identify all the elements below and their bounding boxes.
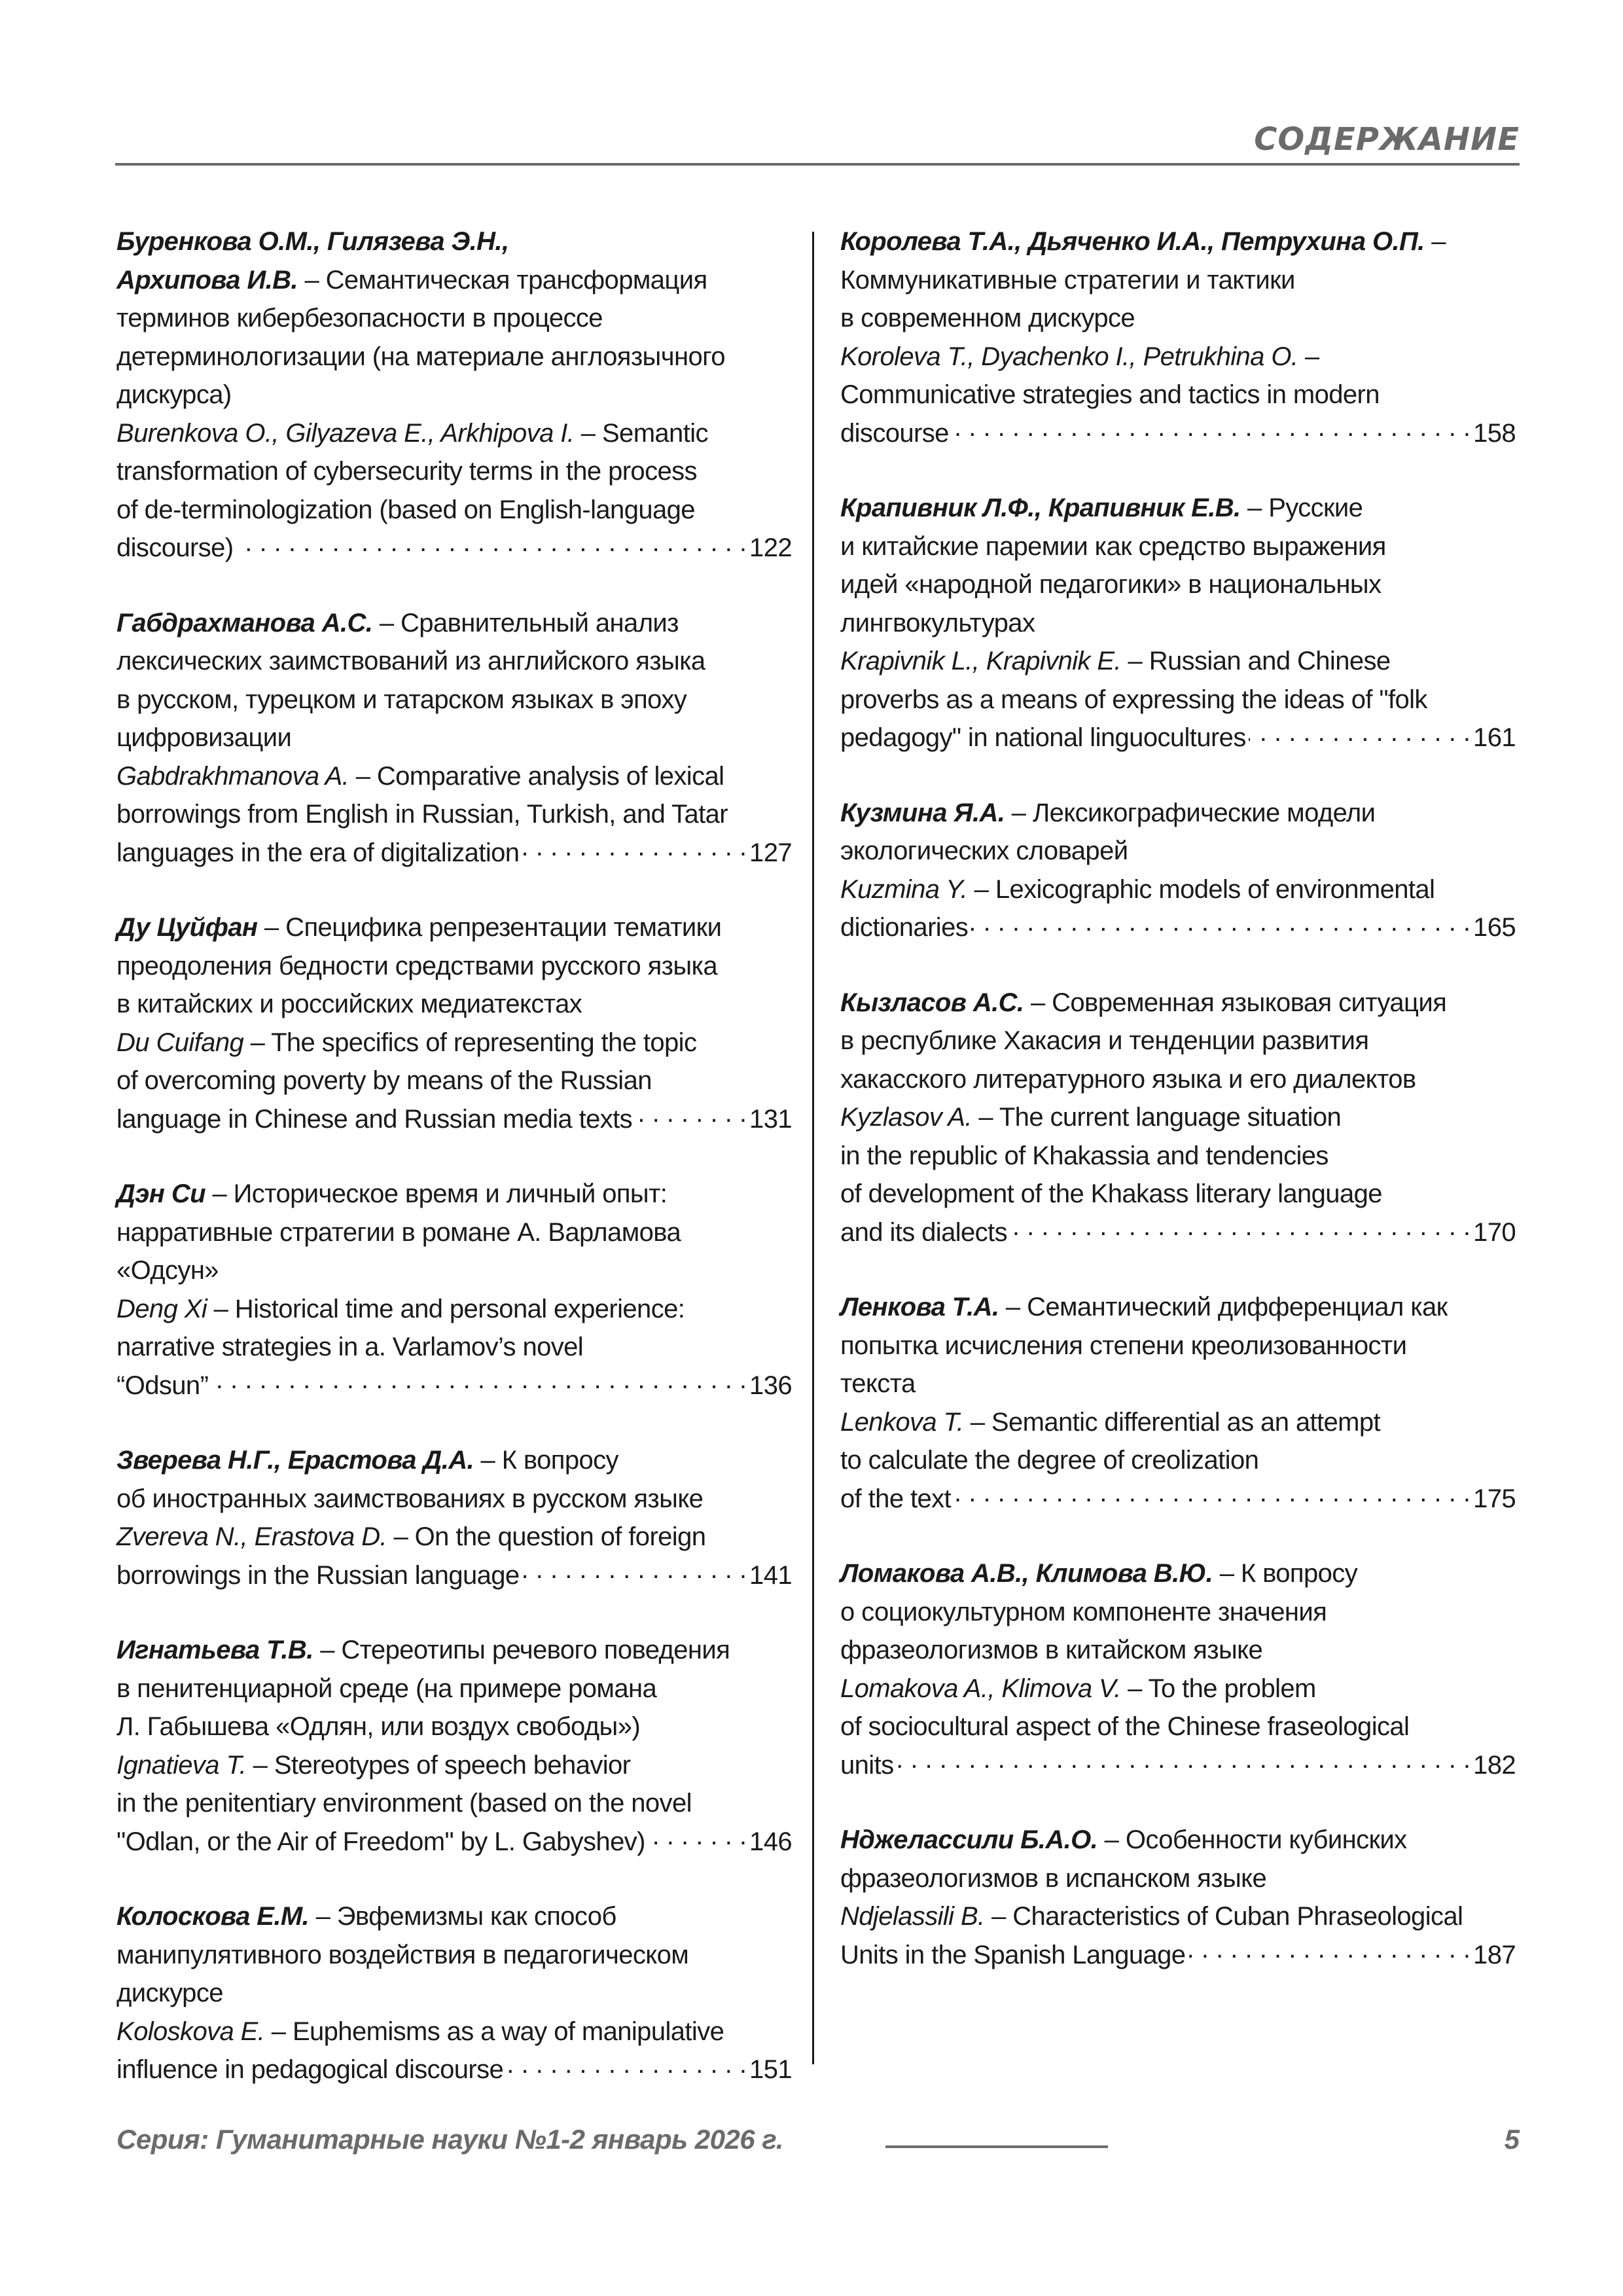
ru-title-text: манипулятивного воздействия в педагогическом [116,1940,689,1969]
page-reference[interactable]: 161 [1473,723,1516,752]
en-title-text: – Semantic differential as an attempt [963,1407,1381,1437]
en-title-text: dictionaries [840,913,969,942]
ru-title-text: дискурсе [116,1979,223,2007]
ru-line [840,489,1516,528]
en-title-text: – Historical time and personal experience: [207,1294,685,1323]
en-authors: Burenkova O., Gilyazeva E., Arkhipova I. [116,418,575,448]
en-line [116,1784,792,1823]
en-title-text: proverbs as a means of expressing the ideas of "folk [840,685,1427,714]
ru-title-text: нарративные стратегии в романе А. Варламова [116,1217,681,1247]
ru-title-text: в республике Хакасия и тенденции развития [840,1026,1369,1055]
ru-title-text: и китайские паремии как средство выражения [840,531,1386,561]
en-authors: Du Cuifang [116,1028,244,1057]
ru-title-text: – К вопросу [474,1446,618,1475]
en-line [840,1670,1516,1708]
ru-line [840,223,1516,261]
ru-title-text: цифровизации [116,723,292,752]
toc-left-column [116,223,792,2126]
ru-line [840,1631,1516,1670]
ru-line [116,604,792,643]
en-title-text: – Stereotypes of speech behavior [246,1750,631,1780]
dot-leader [522,1558,747,1584]
ru-title-text: экологических словарей [840,836,1128,865]
ru-line [116,1897,792,1936]
en-line [840,1403,1516,1442]
en-line [840,338,1516,376]
toc-last-line [116,2051,792,2089]
dot-leader [897,1748,1471,1774]
page-number: 5 [1504,2124,1520,2155]
ru-title-text: дискурса) [116,380,232,409]
ru-authors: Габдрахманова А.С. [116,608,373,637]
page-reference[interactable]: 170 [1473,1217,1516,1247]
ru-title-text: фразеологизмов в китайском языке [840,1636,1263,1664]
en-title-text: – Lexicographic models of environmental [967,874,1435,904]
dot-leader [952,416,1471,442]
en-line [116,1062,792,1100]
en-line [116,757,792,796]
en-title-text: "Odlan, or the Air of Freedom" by L. Gabyshev) [116,1827,645,1856]
ru-authors: Ломакова А.В., Климова В.Ю. [840,1559,1213,1588]
footer-rule [885,2145,1108,2148]
ru-title-text: – Специфика репрезентации тематики [257,913,722,942]
toc-last-line [116,1367,792,1405]
en-title-text: of de-terminologization (based on English-language [116,495,695,524]
ru-line [116,985,792,1024]
ru-title-text: – Особенности кубинских [1097,1825,1407,1854]
en-title-text: to calculate the degree of creolization [840,1446,1259,1475]
en-line [116,1518,792,1556]
ru-authors: Дэн Си [116,1179,205,1208]
toc-entry[interactable] [116,1441,792,1594]
en-title-text: in the penitentiary environment (based on the novel [116,1789,692,1818]
page-reference[interactable]: 182 [1473,1750,1516,1780]
dot-leader [1010,1215,1471,1241]
toc-entry[interactable] [116,1631,792,1861]
ru-authors: Кузмина Я.А. [840,798,1005,827]
toc-last-line [116,834,792,872]
ru-line [116,1936,792,1975]
en-line [840,1098,1516,1137]
ru-authors: Зверева Н.Г., Ерастова Д.А. [116,1446,474,1475]
ru-title-text: – Лексикографические модели [1005,798,1376,827]
en-title-text: discourse [840,418,949,448]
ru-line [840,1327,1516,1365]
en-title-text: discourse) [116,533,234,562]
ru-line [840,984,1516,1022]
en-authors: Koloskova E. [116,2017,265,2046]
en-title-text: – The current language situation [971,1103,1342,1132]
toc-entry[interactable] [840,489,1516,757]
toc-last-line [840,1746,1516,1785]
en-line [116,414,792,453]
ru-line [840,794,1516,833]
en-title-text: – Semantic [574,418,708,448]
ru-line [840,1365,1516,1403]
en-title-text: Communicative strategies and tactics in modern [840,380,1380,409]
dot-leader [506,2052,747,2078]
en-line [116,2013,792,2051]
en-line [840,681,1516,719]
ru-title-text: Коммуникативные стратегии и тактики [840,265,1295,295]
page-reference[interactable]: 136 [749,1371,792,1400]
toc-entry[interactable] [116,1175,792,1405]
ru-line [116,1670,792,1708]
en-title-text: Units in the Spanish Language [840,1940,1186,1969]
ru-line [116,1251,792,1290]
ru-title-text: – Стереотипы речевого поведения [313,1636,730,1664]
en-title-text: – Euphemisms as a way of manipulative [264,2017,724,2046]
ru-line [840,1060,1516,1099]
ru-title-text: – Сравнительный анализ [372,608,679,637]
ru-title-text: – [1424,227,1446,256]
toc-right-column [840,223,1516,2011]
ru-authors: Королева Т.А., Дьяченко И.А., Петрухина О.П. [840,227,1425,256]
en-title-text: in the republic of Khakassia and tendencies [840,1141,1329,1170]
en-line [840,870,1516,909]
ru-title-text: – Современная языковая ситуация [1024,988,1447,1017]
toc-last-line [840,719,1516,757]
page-footer [116,2124,1520,2163]
ru-line [116,719,792,757]
en-authors: Ndjelassili B. [840,1902,985,1931]
ru-authors: Кызласов А.С. [840,988,1024,1017]
page-reference[interactable]: 187 [1473,1940,1516,1969]
en-title-text: – Comparative analysis of lexical [349,761,724,791]
ru-line [116,1213,792,1252]
en-title-text: – The specifics of representing the topic [243,1028,697,1057]
ru-line [840,1859,1516,1898]
page-reference[interactable]: 158 [1473,418,1516,448]
ru-line [116,1974,792,2013]
ru-title-text: в китайских и российских медиатекстах [116,990,582,1018]
dot-leader [522,835,747,861]
ru-title-text: терминов кибербезопасности в процессе [116,304,603,332]
toc-entry[interactable] [840,1554,1516,1784]
ru-line [116,642,792,681]
en-title-text: influence in pedagogical discourse [116,2055,504,2084]
ru-title-text: лингвокультурах [840,608,1035,637]
ru-line [116,299,792,338]
toc-entry[interactable] [840,223,1516,452]
en-title-text: – On the question of foreign [387,1522,706,1551]
ru-title-text: в пенитенциарной среде (на примере романа [116,1674,657,1703]
en-title-text: – [1298,342,1319,371]
en-title-text: transformation of cybersecurity terms in the process [116,457,697,486]
toc-last-line [116,529,792,567]
page-reference[interactable]: 146 [749,1827,792,1856]
page-reference[interactable]: 175 [1473,1484,1516,1513]
en-line [840,1441,1516,1480]
ru-line [116,1480,792,1518]
ru-title-text: преодоления бедности средствами русского языка [116,951,717,980]
ru-title-text: хакасского литературного языка и его диалектов [840,1064,1416,1094]
dot-leader [954,1481,1471,1507]
en-title-text: languages in the era of digitalization [116,838,520,867]
en-title-text: of the text [840,1484,952,1513]
toc-last-line [116,1556,792,1595]
ru-line [116,1175,792,1213]
en-title-text: of sociocultural aspect of the Chinese fraseological [840,1712,1410,1741]
toc-entry[interactable] [116,223,792,567]
ru-title-text: – К вопросу [1213,1559,1358,1588]
en-line [840,1175,1516,1213]
en-line [116,452,792,491]
footer-series-label: Серия: Гуманитарные науки №1-2 январь 2026 г. [116,2124,783,2155]
en-authors: Krapivnik L., Krapivnik E. [840,647,1122,675]
ru-line [116,376,792,414]
dot-leader [971,910,1471,936]
en-authors: Lomakova A., Klimova V. [840,1674,1121,1703]
page-reference[interactable]: 165 [1473,913,1516,942]
page-reference[interactable]: 122 [749,533,792,562]
ru-line [116,947,792,986]
section-title: СОДЕРЖАНИЕ [1254,121,1520,158]
ru-title-text: о социокультурном компоненте значения [840,1597,1327,1626]
ru-authors: Игнатьева Т.В. [116,1636,313,1664]
toc-entry[interactable] [840,1821,1516,1974]
ru-line [840,1022,1516,1060]
ru-line [116,1631,792,1670]
page-reference[interactable]: 131 [749,1104,792,1134]
ru-authors: Крапивник Л.Ф., Крапивник Е.В. [840,493,1241,522]
toc-last-line [840,1480,1516,1518]
ru-line [840,604,1516,643]
ru-title-text: Л. Габышева «Одлян, или воздух свободы») [116,1712,641,1741]
en-title-text: borrowings in the Russian language [116,1560,520,1590]
ru-line [840,1821,1516,1859]
ru-title-text: – Историческое время и личный опыт: [205,1179,668,1208]
en-title-text: and its dialects [840,1217,1007,1247]
ru-line [840,528,1516,566]
en-line [840,642,1516,681]
en-title-text: “Odsun” [116,1371,209,1400]
en-title-text: of development of the Khakass literary language [840,1179,1382,1208]
en-title-text: of overcoming poverty by means of the Russian [116,1066,652,1095]
ru-title-text: фразеологизмов в испанском языке [840,1863,1267,1893]
ru-line [116,1441,792,1480]
en-authors: Zvereva N., Erastova D. [116,1522,387,1551]
ru-title-text: идей «народной педагогики» в национальных [840,570,1382,599]
ru-authors: Нджелассили Б.А.О. [840,1825,1098,1854]
ru-line [116,223,792,261]
ru-line [840,261,1516,300]
en-authors: Ignatieva T. [116,1750,247,1780]
en-authors: Koroleva T., Dyachenko I., Petrukhina O. [840,342,1298,371]
toc-entry[interactable] [116,1897,792,2089]
ru-line [840,299,1516,338]
en-authors: Lenkova T. [840,1407,964,1437]
en-authors: Deng Xi [116,1294,207,1323]
ru-title-text: в русском, турецком и татарском языках в эпоху [116,685,687,714]
toc-entry[interactable] [116,604,792,872]
en-line [116,795,792,834]
en-title-text: borrowings from English in Russian, Turkish, and Tatar [116,800,728,829]
ru-title-text: об иностранных заимствованиях в русском языке [116,1484,704,1513]
en-authors: Kuzmina Y. [840,874,968,904]
ru-line [116,1708,792,1746]
dot-leader [648,1824,747,1850]
toc-last-line [116,1823,792,1861]
en-line [840,1137,1516,1175]
ru-line [840,1554,1516,1593]
ru-authors: Буренкова О.М., Гилязева Э.Н., [116,227,509,256]
ru-title-text: в современном дискурсе [840,304,1135,332]
ru-line [116,261,792,300]
en-title-text: language in Chinese and Russian media texts [116,1104,633,1134]
toc-entry[interactable] [840,984,1516,1252]
en-title-text: – Russian and Chinese [1121,647,1391,675]
ru-authors: Ду Цуйфан [116,913,258,942]
en-line [116,1024,792,1062]
toc-last-line [116,1100,792,1139]
header-rule [115,163,1520,166]
ru-title-text: – Русские [1240,493,1363,522]
ru-title-text: детерминологизации (на материале англоязычного [116,342,725,371]
en-line [116,1328,792,1367]
ru-title-text: попытка исчисления степени креолизованности [840,1331,1407,1360]
toc-entry[interactable] [840,1288,1516,1518]
en-authors: Kyzlasov A. [840,1103,972,1132]
ru-line [840,565,1516,604]
en-title-text: pedagogy" in national linguocultures [840,723,1246,752]
dot-leader [236,530,747,556]
ru-title-text: – Семантическая трансформация [297,265,707,295]
en-authors: Gabdrakhmanova A. [116,761,349,791]
ru-line [840,1288,1516,1327]
toc-last-line [840,1936,1516,1975]
en-line [840,1897,1516,1936]
en-line [840,376,1516,414]
ru-title-text: текста [840,1369,916,1398]
dot-leader [211,1368,747,1394]
ru-authors: Колоскова Е.М. [116,1902,310,1931]
ru-title-text: – Эвфемизмы как способ [309,1902,616,1931]
toc-entry[interactable] [116,908,792,1138]
ru-line [840,1593,1516,1632]
ru-line [116,338,792,376]
toc-last-line [840,1213,1516,1252]
ru-title-text: лексических заимствований из английского языка [116,647,705,675]
en-title-text: – Characteristics of Cuban Phraseological [984,1902,1463,1931]
en-title-text: – To the problem [1120,1674,1316,1703]
dot-leader [635,1102,747,1128]
ru-line [840,832,1516,870]
page-reference[interactable]: 141 [749,1560,792,1590]
en-line [116,1290,792,1329]
toc-last-line [840,908,1516,947]
ru-title-text: – Семантический дифференциал как [999,1293,1448,1321]
en-line [840,1708,1516,1746]
ru-title-text: «Одсун» [116,1256,219,1285]
dot-leader [1188,1937,1471,1964]
ru-authors: Ленкова Т.А. [840,1293,999,1321]
toc-entry[interactable] [840,794,1516,947]
page-reference[interactable]: 127 [749,838,792,867]
dot-leader [1249,720,1471,746]
toc-last-line [840,414,1516,453]
en-title-text: units [840,1750,894,1780]
column-divider [812,232,814,2064]
page-reference[interactable]: 151 [749,2055,792,2084]
en-title-text: narrative strategies in a. Varlamov’s novel [116,1333,584,1361]
ru-line [116,681,792,719]
en-line [116,1746,792,1785]
en-line [116,491,792,529]
ru-line [116,908,792,947]
ru-authors: Архипова И.В. [116,265,298,295]
